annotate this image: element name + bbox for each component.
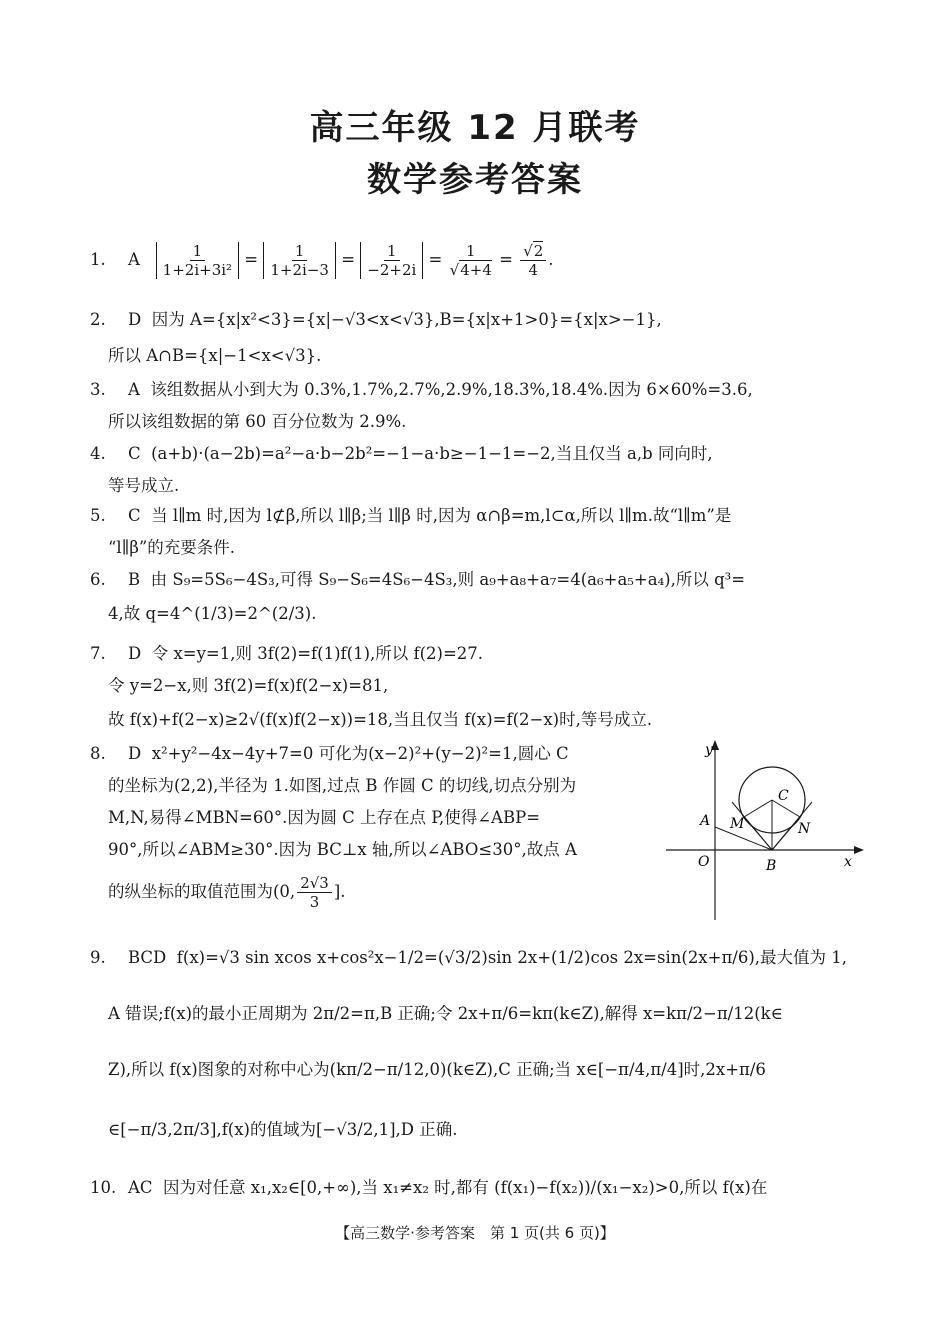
answer-3-line-1: 3. A 该组数据从小到大为 0.3%,1.7%,2.7%,2.9%,18.3%,18.4%.因为 6×60%=3.6, <box>90 380 753 399</box>
answer-7-line-3: 故 f(x)+f(2−x)≥2√(f(x)f(2−x))=18,当且仅当 f(x)=f(2−x)时,等号成立. <box>108 710 653 729</box>
fig-label-B: B <box>766 858 777 874</box>
answer-6-line-2: 4,故 q=4^(1/3)=2^(2/3). <box>108 604 317 623</box>
answer-2-line-1: 2. D 因为 A={x|x²<3}={x|−√3<x<√3},B={x|x+1>0}={x|x>−1}, <box>90 310 662 329</box>
answer-7-line-1: 7. D 令 x=y=1,则 3f(2)=f(1)f(1),所以 f(2)=27. <box>90 644 484 663</box>
answer-2-line-2: 所以 A∩B={x|−1<x<√3}. <box>108 346 322 365</box>
answer-8-line-1: 8. D x²+y²−4x−4y+7=0 可化为(x−2)²+(y−2)²=1,圆心 C <box>90 744 569 763</box>
answer-5-line-2: “l∥β”的充要条件. <box>108 538 236 557</box>
answer-1: 1. A $\frac{1}{\text{1+2i+3i²}}$ = $\frac{1}{1+2i-3}$ = $\frac{1}{-2+2i}$ = $\frac{1}{√4+4}$ = $\frac{√2}{4}$ . <box>90 242 554 279</box>
answer-9-line-3: Z),所以 f(x)图象的对称中心为(kπ/2−π/12,0)(k∈Z),C 正确;当 x∈[−π/4,π/4]时,2x+π/6 <box>108 1060 766 1079</box>
page-subtitle: 数学参考答案 <box>367 160 583 200</box>
answer-4-line-1: 4. C (a+b)·(a−2b)=a²−a·b−2b²=−1−a·b≥−1−1=−2,当且仅当 a,b 同向时, <box>90 444 713 463</box>
fig-label-x: x <box>844 854 852 870</box>
answer-8-line-3: M,N,易得∠MBN=60°.因为圆 C 上存在点 P,使得∠ABP= <box>108 808 541 827</box>
answer-8-line-5: 的纵坐标的取值范围为(0, $\frac{2√3}{3}$ ]. <box>108 874 346 911</box>
fig-label-N: N <box>798 821 811 837</box>
answer-9-line-2: A 错误;f(x)的最小正周期为 2π/2=π,B 正确;令 2x+π/6=kπ(k∈Z),解得 x=kπ/2−π/12(k∈ <box>108 1004 783 1023</box>
fig-label-A: A <box>700 813 711 829</box>
fig-label-O: O <box>698 854 710 870</box>
answer-3-line-2: 所以该组数据的第 60 百分位数为 2.9%. <box>108 412 407 431</box>
fig-label-C: C <box>778 788 789 804</box>
answer-4-line-2: 等号成立. <box>108 476 180 495</box>
answer-9-line-4: ∈[−π/3,2π/3],f(x)的值域为[−√3/2,1],D 正确. <box>108 1120 458 1139</box>
answer-6-line-1: 6. B 由 S₉=5S₆−4S₃,可得 S₉−S₆=4S₆−4S₃,则 a₉+a₈+a₇=4(a₆+a₅+a₄),所以 q³= <box>90 570 746 589</box>
answer-7-line-2: 令 y=2−x,则 3f(2)=f(x)f(2−x)=81, <box>108 676 389 695</box>
answer-8-line-4: 90°,所以∠ABM≥30°.因为 BC⊥x 轴,所以∠ABO≤30°,故点 A <box>108 840 577 859</box>
fig-label-y: y <box>705 742 713 758</box>
answer-10-line-1: 10. AC 因为对任意 x₁,x₂∈[0,+∞),当 x₁≠x₂ 时,都有 (f(x₁)−f(x₂))/(x₁−x₂)>0,所以 f(x)在 <box>90 1178 768 1197</box>
page-footer: 【高三数学·参考答案 第 1 页(共 6 页)】 <box>335 1224 615 1242</box>
fig-label-M: M <box>730 816 745 832</box>
page-title: 高三年级 12 月联考 <box>309 108 641 148</box>
answer-5-line-1: 5. C 当 l∥m 时,因为 l⊄β,所以 l∥β;当 l∥β 时,因为 α∩β=m,l⊂α,所以 l∥m.故“l∥m”是 <box>90 506 732 525</box>
circle-tangent-figure <box>660 738 870 928</box>
answer-8-line-2: 的坐标为(2,2),半径为 1.如图,过点 B 作圆 C 的切线,切点分别为 <box>108 776 577 795</box>
answer-9-line-1: 9. BCD f(x)=√3 sin xcos x+cos²x−1/2=(√3/2)sin 2x+(1/2)cos 2x=sin(2x+π/6),最大值为 1, <box>90 948 848 967</box>
